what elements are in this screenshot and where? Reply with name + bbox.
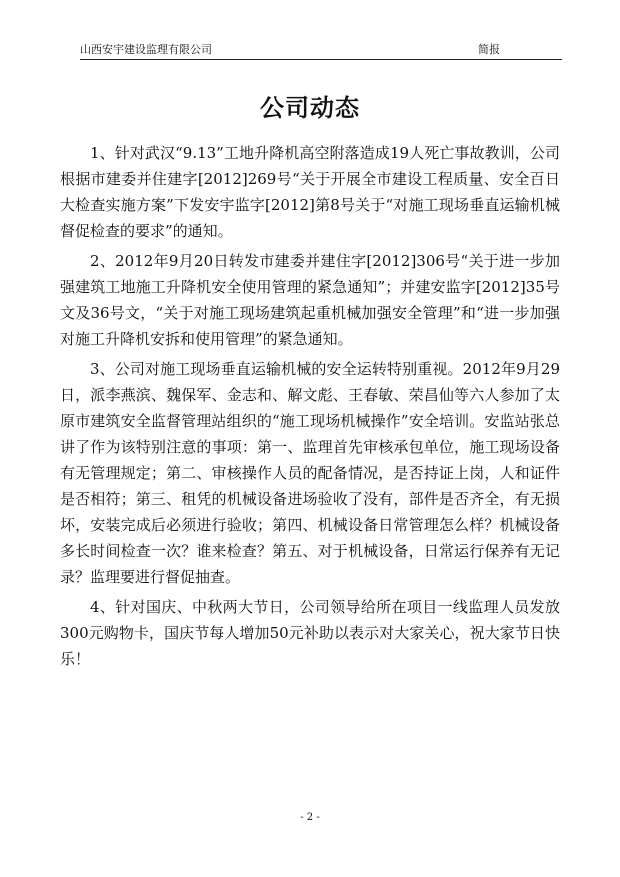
paragraph-4: 4、针对国庆、中秋两大节日，公司领导给所在项目一线监理人员发放300元购物卡，国庆节每人增加50元补助以表示对大家关心，祝大家节日快乐！ [60, 598, 560, 668]
document-type: 简报 [478, 43, 500, 56]
paragraph-2: 2、2012年9月20日转发市建委并建住字[2012]306号“关于进一步加强建筑工地施工升降机安全使用管理的紧急通知”；并建安监字[2012]35号文及36号文，“关于对施工现场建筑起重机械加强安全管理”和“进一步加强对施工升降机安拆和使用管理”的紧急通知。 [60, 252, 560, 348]
page-header [80, 41, 562, 60]
page-title: 公司动态 [260, 93, 360, 122]
article-body [60, 140, 560, 672]
page-number: - 2 - [300, 812, 320, 823]
company-name: 山西安宇建设监理有限公司 [80, 43, 212, 56]
paragraph-1: 1、针对武汉“9.13”工地升降机高空附落造成19人死亡事故教训，公司根据市建委并住建字[2012]269号“关于开展全市建设工程质量、安全百日大检查实施方案”下发安宇监字[2012]第8号关于“对施工现场垂直运输机械督促检查的要求”的通知。 [60, 144, 560, 240]
paragraph-3: 3、公司对施工现场垂直运输机械的安全运转特别重视。2012年9月29日，派李燕滨、魏保军、金志和、解文彪、王春敏、荣昌仙等六人参加了太原市建筑安全监督管理站组织的“施工现场机械操作”安全培训。安监站张总讲了作为该特别注意的事项：第一、监理首先审核承包单位，施工现场设备有无管理规定；第二、审核操作人员的配备情况，是否持证上岗，人和证件是否相符；第三、租凭的机械设备进场验收了没有，部件是否齐全，有无损坏，安装完成后必须进行验收；第四、机械设备日常管理怎么样？机械设备多长时间检查一次？谁来检查？第五、对于机械设备，日常运行保养有无记录？监理要进行督促抽查。 [60, 360, 560, 586]
